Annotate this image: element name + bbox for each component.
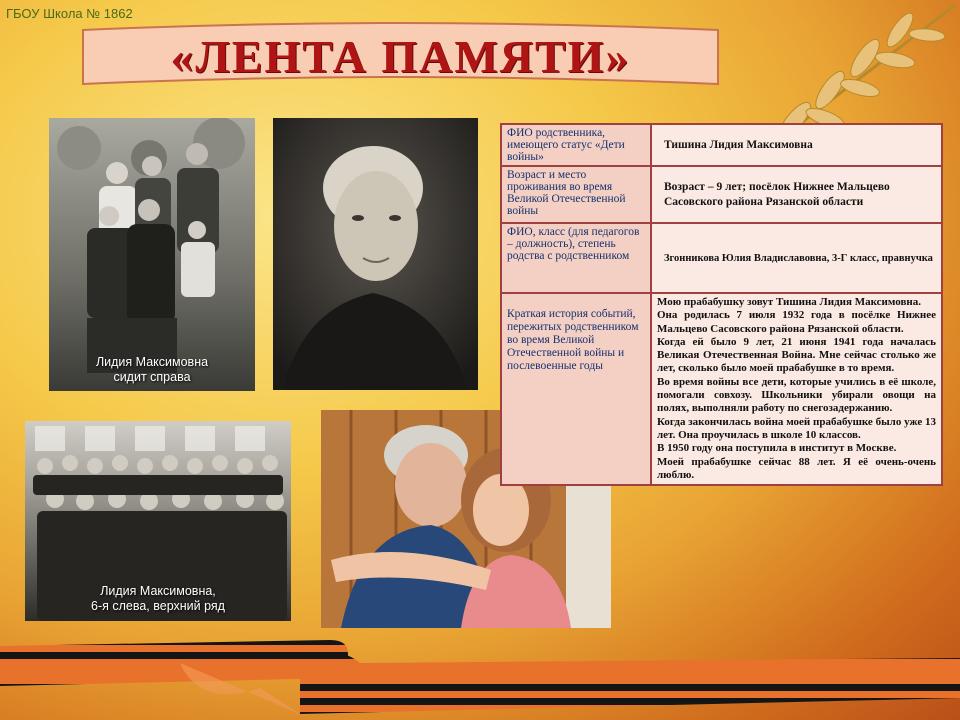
table-row [501,166,942,223]
family-photo [49,118,255,391]
table-row [501,223,942,293]
label-relative-name: ФИО родственника, имеющего статус «Дети войны» [501,124,651,166]
class-photo [25,421,291,621]
story-paragraph: Во время войны все дети, которые учились в её школе, помогали совхозу. Школьники убирали овощи на полях, выполняли работу по снегозадержанию. [657,375,936,415]
table-row [501,293,942,485]
portrait-photo [273,118,478,390]
info-table [500,123,943,486]
st-george-ribbon [0,618,960,720]
table-row [501,124,942,166]
page-title: «ЛЕНТА ПАМЯТИ» [170,31,631,82]
photo1-caption-line1: Лидия Максимовна [95,355,209,369]
story-text [651,293,942,485]
label-student: ФИО, класс (для педагогов – должность), степень родства с родственником [501,223,651,293]
label-age-place: Возраст и место проживания во время Великой Отечественной войны [501,166,651,223]
story-paragraph: Мою прабабушку зовут Тишина Лидия Максимовна. [657,296,921,308]
story-paragraph: Когда ей было 9 лет, 21 июня 1941 года началась Великая Отечественная Война. Мне сейчас столько же лет, сколько было моей прабабушке в то время. [657,335,936,375]
value-student: Згонникова Юлия Владиславовна, 3-Г класс, правнучка [651,223,942,293]
value-age-place: Возраст – 9 лет; посёлок Нижнее Мальцево Сасовского района Рязанской области [651,166,942,223]
label-story: Краткая история событий, пережитых родственником во время Великой Отечественной войны и послевоенные годы [501,293,651,485]
story-paragraph: Моей прабабушке сейчас 88 лет. Я её очень-очень люблю. [657,455,936,481]
story-paragraph: Она родилась 7 июля 1932 года в посёлке Нижнее Мальцево Сасовского района Рязанской области. [657,309,936,335]
photo3-caption-line1: Лидия Максимовна, [100,584,216,598]
photo3-caption-line2: 6-я слева, верхний ряд [91,599,225,613]
story-paragraph: Когда закончилась война моей прабабушке было уже 13 лет. Она проучилась в школе 10 классов. [657,415,936,441]
value-relative-name: Тишина Лидия Максимовна [651,124,942,166]
photo1-caption-line2: сидит справа [113,370,191,384]
story-paragraph: В 1950 году она поступила в институт в Москве. [657,442,897,455]
school-name: ГБОУ Школа № 1862 [6,6,133,21]
